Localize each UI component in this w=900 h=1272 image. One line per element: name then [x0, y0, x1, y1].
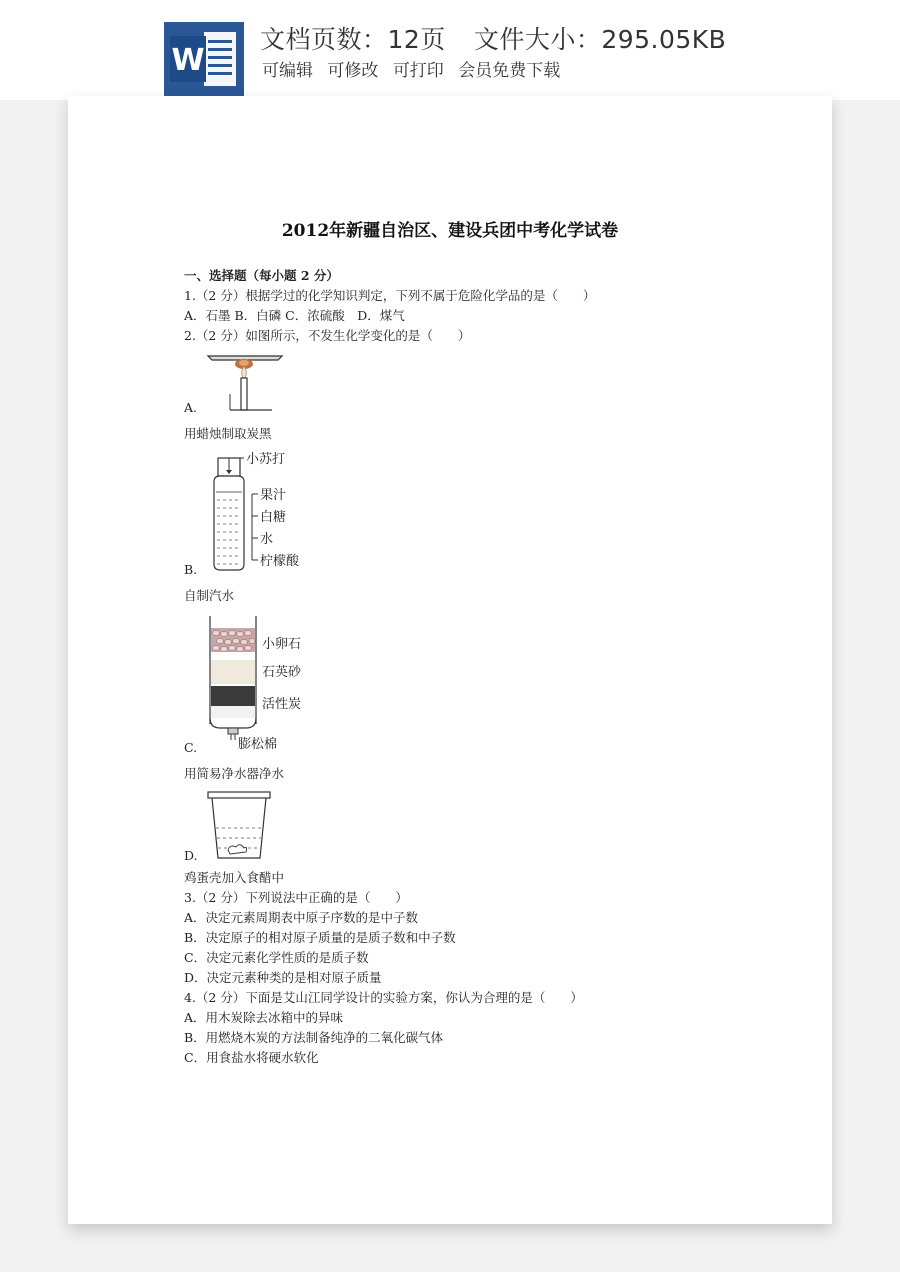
question-4-option-a: A．用木炭除去冰箱中的异味: [184, 1010, 344, 1025]
beaker-figure: [206, 790, 276, 862]
option-d-letter: D.: [184, 848, 198, 863]
label-quartz-sand: 石英砂: [262, 665, 302, 680]
label-citric-acid: 柠檬酸: [260, 554, 300, 569]
file-info: [260, 20, 726, 56]
document-page: [68, 96, 832, 1224]
label-activated-carbon: 活性炭: [262, 697, 302, 712]
label-baking-soda: 小苏打: [246, 452, 286, 467]
word-document-icon: [164, 22, 244, 96]
question-3-option-d: D．决定元素种类的是相对原子质量: [184, 970, 382, 985]
question-3-stem: 3.（2 分）下列说法中正确的是（ ）: [184, 890, 408, 905]
question-4-stem: 4.（2 分）下面是艾山江同学设计的实验方案，你认为合理的是（ ）: [184, 990, 583, 1005]
option-c-letter: C.: [184, 740, 198, 755]
page-count: 文档页数：12页: [260, 25, 446, 54]
feature-editable: 可编辑: [262, 61, 313, 81]
question-1-options: A．石墨 B．白磷 C．浓硫酸 D．煤气: [184, 308, 405, 323]
label-pebbles: 小卵石: [262, 637, 302, 652]
label-juice: 果汁: [260, 488, 287, 503]
option-a-letter: A.: [184, 400, 198, 415]
question-1-stem: 1.（2 分）根据学过的化学知识判定，下列不属于危险化学品的是（ ）: [184, 288, 596, 303]
option-c-caption: 用简易净水器净水: [184, 766, 285, 781]
question-3-option-b: B．决定原子的相对原子质量的是质子数和中子数: [184, 930, 456, 945]
option-b-caption: 自制汽水: [184, 588, 235, 603]
feature-modifiable: 可修改: [327, 61, 379, 81]
exam-title: 2012年新疆自治区、建设兵团中考化学试卷: [281, 221, 619, 241]
label-cotton: 膨松棉: [238, 737, 278, 752]
download-banner: [0, 0, 900, 100]
svg-text:W: W: [171, 43, 205, 78]
feature-list: [262, 56, 569, 81]
soda-bottle-figure: [204, 452, 324, 574]
question-4-option-b: B．用燃烧木炭的方法制备纯净的二氧化碳气体: [184, 1030, 444, 1045]
label-water: 水: [260, 532, 274, 547]
candle-figure: [206, 352, 286, 414]
option-d-caption: 鸡蛋壳加入食醋中: [184, 870, 285, 885]
question-4-option-c: C．用食盐水将硬水软化: [184, 1050, 319, 1065]
question-2-stem: 2.（2 分）如图所示，不发生化学变化的是（ ）: [184, 328, 471, 343]
option-b-letter: B.: [184, 562, 198, 577]
water-filter-figure: [204, 614, 324, 754]
file-size: 文件大小：295.05KB: [473, 25, 727, 54]
question-3-option-a: A．决定元素周期表中原子序数的是中子数: [184, 910, 419, 925]
section-heading: 一、选择题（每小题 2 分）: [184, 268, 339, 283]
option-a-caption: 用蜡烛制取炭黑: [184, 426, 272, 441]
question-3-option-c: C．决定元素化学性质的是质子数: [184, 950, 369, 965]
feature-member-download: 会员免费下载: [458, 61, 561, 81]
feature-printable: 可打印: [392, 61, 444, 81]
label-sugar: 白糖: [260, 510, 287, 525]
